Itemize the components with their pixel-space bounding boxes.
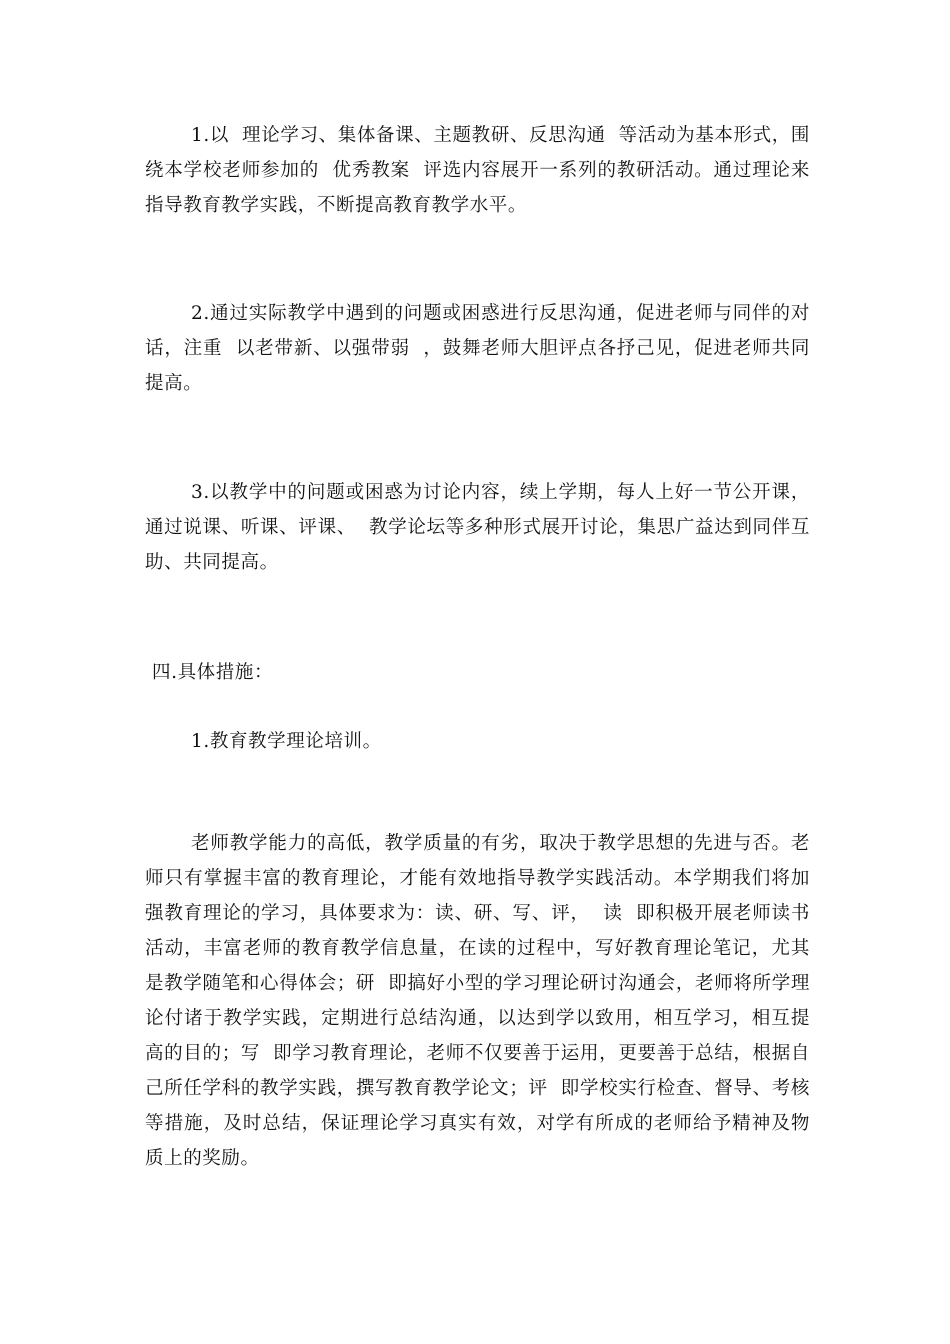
subheading: 1.教育教学理论培训。: [191, 731, 382, 752]
paragraph-1: 1.以 理论学习、集体备课、主题教研、反思沟通 等活动为基本形式，围绕本学校老师参加的 优秀教案 评选内容展开一系列的教研活动。通过理论来指导教育教学实践，不断提高教育教学水平。: [145, 125, 810, 216]
paragraph-3: 3.以教学中的问题或困惑为讨论内容，续上学期，每人上好一节公开课，通过说课、听课、评课、 教学论坛等多种形式展开讨论，集思广益达到同伴互助、共同提高。: [145, 482, 810, 573]
paragraph-2: 2.通过实际教学中遇到的问题或困惑进行反思沟通，促进老师与同伴的对话，注重 以老带新、以强带弱 ，鼓舞老师大胆评点各抒己见，促进老师共同提高。: [145, 303, 810, 394]
body-paragraph: 老师教学能力的高低，教学质量的有劣，取决于教学思想的先进与否。老师只有掌握丰富的教育理论，才能有效地指导教学实践活动。本学期我们将加强教育理论的学习，具体要求为：读、研、写、评， 读 即积极开展老师读书活动，丰富老师的教育教学信息量，在读的过程中，写好教育理论笔记，尤其是教学随笔和心得体会；研 即搞好小型的学习理论研讨沟通会，老师将所学理论付诸于教学实践，定期进行总结沟通，以达到学以致用，相互学习，相互提高的目的；写 即学习教育理论，老师不仅要善于运用，更要善于总结，根据自己所任学科的教学实践，撰写教育教学论文；评 即学校实行检查、督导、考核等措施，及时总结，保证理论学习真实有效，对学有所成的老师给予精神及物质上的奖励。: [145, 833, 810, 1169]
section-heading: 四.具体措施：: [152, 662, 274, 683]
